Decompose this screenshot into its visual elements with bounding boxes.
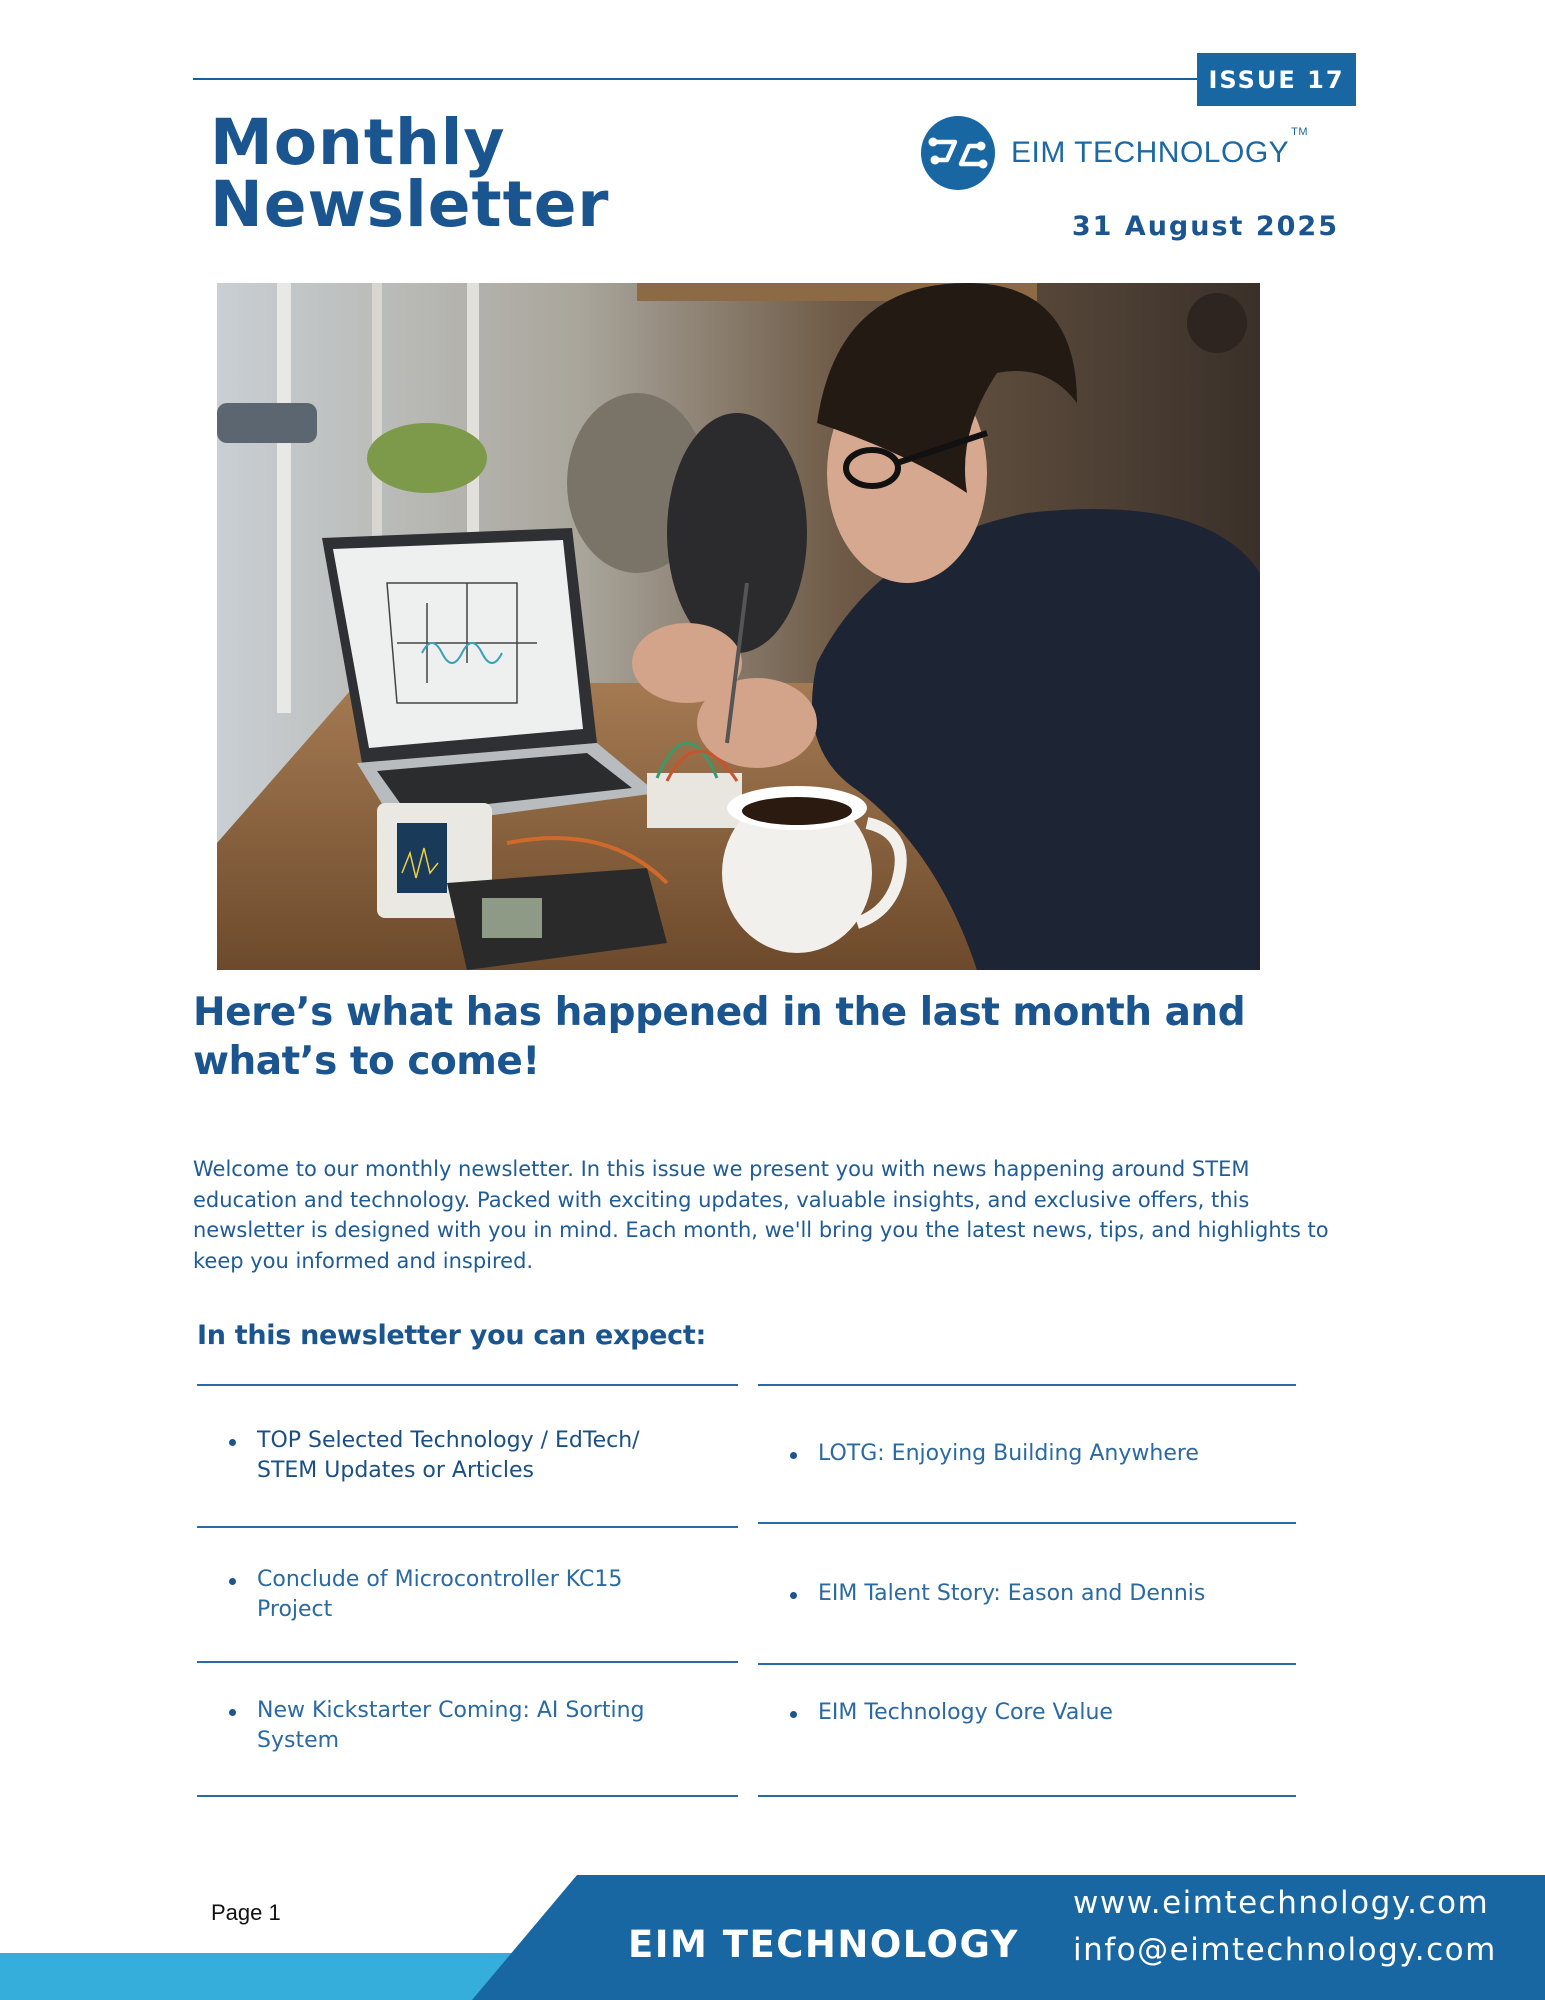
title-line-2: Newsletter xyxy=(210,168,610,241)
contents-item-cell xyxy=(197,1663,738,1795)
page-number: Page 1 xyxy=(211,1900,281,1925)
contents-item-cell xyxy=(197,1528,738,1662)
brand-logo xyxy=(921,116,1308,190)
contents-item-cell xyxy=(197,1386,738,1526)
contents-heading: In this newsletter you can expect: xyxy=(197,1320,706,1351)
issue-label: ISSUE 17 xyxy=(1208,65,1345,94)
header-rule xyxy=(193,78,1197,80)
newsletter-title xyxy=(210,106,610,241)
contents-item-cell xyxy=(758,1665,1296,1795)
issue-date: 31 August 2025 xyxy=(1071,211,1339,242)
contents-item[interactable]: New Kickstarter Coming: AI Sorting System xyxy=(257,1696,697,1756)
circuit-s-logo-icon xyxy=(921,116,995,190)
hero-photo-illustration xyxy=(217,283,1260,970)
contents-item-cell xyxy=(758,1524,1296,1664)
headline: Here’s what has happened in the last month and what’s to come! xyxy=(193,990,1246,1084)
footer-email-link[interactable]: info@eimtechnology.com xyxy=(1073,1932,1497,1968)
footer-brand: EIM TECHNOLOGY xyxy=(628,1923,1019,1966)
title-line-1: Monthly xyxy=(210,106,506,179)
brand-name: EIM TECHNOLOGY™ xyxy=(1011,126,1309,169)
intro-paragraph: Welcome to our monthly newsletter. In this issue we present you with news happening around STEM education and technology. Packed with exciting updates, valuable insights, and exclusive offers, this newsletter is designed with you in mind. Each month, we'll bring you the latest news, tips, and highlights to keep you informed and inspired. xyxy=(193,1157,1329,1273)
contents-item[interactable]: Conclude of Microcontroller KC15 Project xyxy=(257,1565,677,1625)
contents-item[interactable]: LOTG: Enjoying Building Anywhere xyxy=(818,1439,1199,1469)
contents-item-cell xyxy=(758,1386,1296,1522)
grid-rule xyxy=(197,1795,738,1797)
trademark-symbol: TM xyxy=(1291,126,1309,138)
hero-photo xyxy=(217,283,1260,970)
footer-website-link[interactable]: www.eimtechnology.com xyxy=(1073,1885,1490,1921)
contents-item[interactable]: EIM Talent Story: Eason and Dennis xyxy=(818,1579,1205,1609)
contents-item[interactable]: TOP Selected Technology / EdTech/ STEM Updates or Articles xyxy=(257,1426,697,1486)
grid-rule xyxy=(758,1795,1296,1797)
contents-item[interactable]: EIM Technology Core Value xyxy=(818,1698,1113,1728)
issue-badge xyxy=(1197,53,1356,106)
